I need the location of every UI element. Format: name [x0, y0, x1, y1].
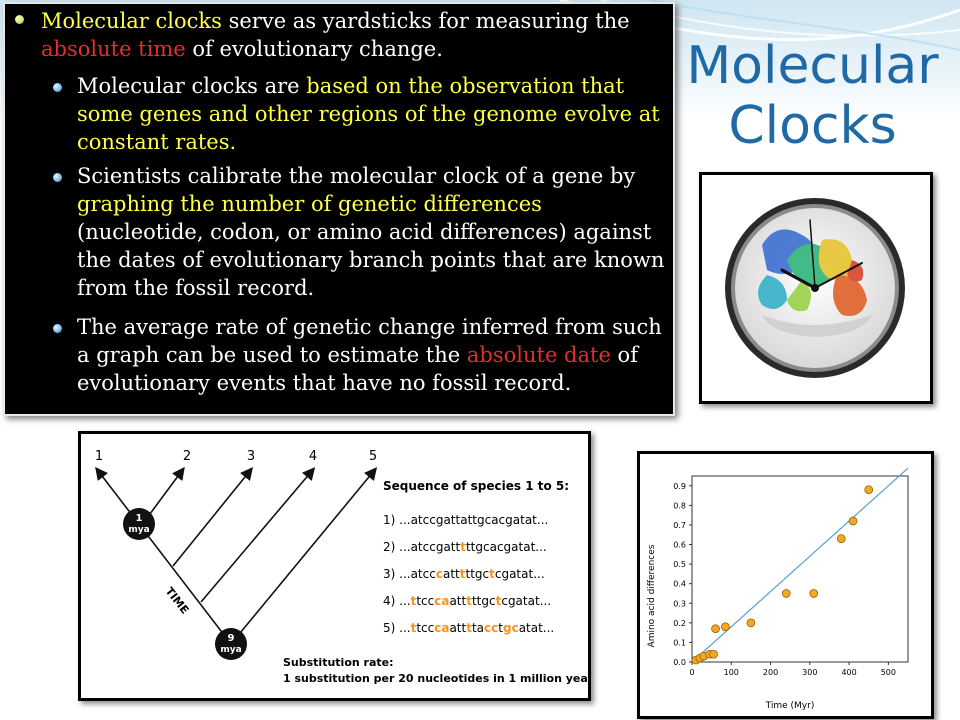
data-point	[747, 619, 755, 627]
sequence-segment: ttgcacgatat...	[465, 540, 547, 554]
sequence-prefix: 4) ...	[383, 594, 411, 608]
sequence-segment: att	[449, 594, 467, 608]
amino-acid-scatter-chart	[640, 454, 931, 716]
sequence-segment: atat...	[518, 621, 555, 635]
sequence-title: Sequence of species 1 to 5:	[383, 479, 570, 493]
substitution-highlight: t	[460, 540, 466, 554]
data-point	[837, 535, 845, 543]
substitution-highlight: t	[466, 621, 472, 635]
bullet-3-highlight: graphing the number of genetic differences	[77, 192, 542, 216]
bullet-text-box	[3, 2, 675, 416]
data-point	[782, 589, 790, 597]
bullet-4-text-b: of evolutionary events that have no fossil record.	[77, 343, 638, 395]
rate-label: Substitution rate:	[283, 656, 394, 669]
chart-plot-area	[692, 476, 908, 662]
data-point	[810, 589, 818, 597]
data-point	[865, 486, 873, 494]
substitution-highlight: t	[466, 594, 472, 608]
bullet-2	[77, 72, 667, 156]
substitution-highlight: t	[459, 567, 466, 581]
sequence-line-1	[383, 513, 548, 527]
substitution-highlight: ca	[434, 594, 450, 608]
substitution-highlight: gc	[502, 621, 519, 635]
data-point	[712, 625, 720, 633]
x-tick-label: 300	[802, 668, 818, 677]
sequence-prefix: 3) ...	[383, 567, 411, 581]
substitution-highlight: cc	[484, 621, 499, 635]
regression-line	[692, 468, 908, 662]
bullet-dot-1	[15, 15, 24, 24]
slide-title	[680, 36, 945, 156]
sequence-segment: cgatat...	[494, 567, 545, 581]
y-tick-label: 0.3	[673, 599, 686, 609]
sequence-segment: t	[498, 621, 503, 635]
node-1mya	[123, 508, 155, 540]
x-tick-label: 500	[880, 668, 897, 677]
y-tick-label: 0.7	[673, 520, 686, 530]
chart-frame	[637, 451, 934, 719]
sequence-line-5	[383, 621, 554, 635]
bullet-1-highlight: Molecular clocks	[41, 9, 222, 33]
bullet-1-red: absolute time	[41, 37, 186, 61]
bullet-4-red: absolute date	[466, 343, 611, 367]
time-axis-label: TIME	[162, 584, 192, 617]
substitution-highlight: ca	[434, 621, 450, 635]
sequence-segment: atccgattattgcacgatat	[410, 513, 537, 527]
node-9mya	[215, 628, 247, 660]
leaf-label-3: 3	[246, 449, 256, 464]
branch-3	[173, 472, 249, 566]
sequence-segment: att	[442, 567, 460, 581]
bullet-3	[77, 162, 667, 302]
sequence-line-3	[383, 567, 545, 581]
tree-figure-frame	[78, 431, 591, 701]
y-tick-label: 0.2	[673, 618, 686, 628]
phylogenetic-tree-figure	[81, 434, 588, 698]
leaf-label-1: 1	[94, 449, 104, 464]
sequence-line-2	[383, 540, 547, 554]
y-tick-label: 0.0	[673, 658, 686, 667]
x-tick-label: 100	[723, 668, 739, 677]
wall-clock-image	[702, 175, 930, 401]
substitution-highlight: t	[410, 594, 417, 608]
y-tick-label: 0.4	[673, 579, 686, 589]
sequence-segment: atccgatt	[410, 540, 461, 554]
chart-xlabel: Time (Myr)	[765, 701, 815, 711]
y-tick-label: 0.1	[673, 638, 686, 648]
bullet-2-text: Molecular clocks are	[77, 74, 307, 98]
clock-image-frame	[699, 172, 933, 404]
leaf-label-2: 2	[182, 449, 192, 464]
y-tick-label: 0.6	[673, 540, 686, 550]
leaf-label-5: 5	[368, 449, 378, 464]
branch-4	[201, 472, 311, 602]
bullet-1-text-a: serve as yardsticks for measuring the	[221, 9, 630, 33]
data-point	[721, 623, 729, 631]
sequence-segment: tcc	[416, 621, 435, 635]
data-point	[849, 517, 857, 525]
bullet-3-text-a: Scientists calibrate the molecular clock of a gene by	[77, 164, 636, 188]
y-tick-label: 0.5	[673, 560, 686, 570]
node-1mya-unit: mya	[128, 525, 150, 535]
y-tick-label: 0.9	[673, 481, 686, 491]
data-point	[710, 650, 718, 658]
leaf-label-4: 4	[308, 449, 318, 464]
node-9mya-num: 9	[227, 633, 235, 644]
sequence-segment: ...	[536, 513, 549, 527]
sequence-segment: att	[449, 621, 467, 635]
x-tick-label: 400	[841, 668, 857, 677]
branch-5	[231, 472, 373, 644]
sequence-segment: cgatat...	[501, 594, 552, 608]
branch-1	[99, 472, 231, 644]
bullet-dot-3	[53, 173, 62, 182]
x-tick-label: 200	[762, 668, 779, 677]
node-9mya-unit: mya	[220, 645, 242, 655]
sequence-prefix: 5) ...	[383, 621, 411, 635]
sequence-segment: ta	[471, 621, 485, 635]
bullet-4	[77, 313, 667, 397]
sequence-prefix: 1) ...	[383, 513, 411, 527]
chart-ylabel: Amino acid differences	[647, 544, 657, 648]
substitution-highlight: t	[489, 567, 495, 581]
bullet-dot-2	[53, 83, 62, 92]
y-tick-label: 0.8	[673, 501, 686, 511]
sequence-line-4	[383, 594, 551, 608]
sequence-segment: ttgc	[465, 567, 490, 581]
substitution-highlight: t	[495, 594, 502, 608]
bullet-1-text-b: of evolutionary change.	[185, 37, 443, 61]
substitution-highlight: t	[410, 621, 417, 635]
rate-description: 1 substitution per 20 nucleotides in 1 million years	[283, 672, 588, 685]
bullet-4-text-a: The average rate of genetic change inferred from such a graph can be used to estimate the	[77, 315, 662, 367]
x-tick-label: 0	[689, 668, 695, 677]
bullet-dot-4	[53, 324, 62, 333]
title-line-1: Molecular	[686, 36, 939, 96]
node-1mya-num: 1	[135, 513, 143, 524]
bullet-2-highlight: based on the observation that some genes and other regions of the genome evolve at constant rates.	[77, 74, 660, 154]
sequence-segment: ttgc	[471, 594, 496, 608]
substitution-highlight: c	[435, 567, 443, 581]
bullet-1	[41, 7, 661, 63]
sequence-segment: atcc	[410, 567, 436, 581]
sequence-prefix: 2) ...	[383, 540, 411, 554]
sequence-segment: tcc	[416, 594, 435, 608]
bullet-3-text-b: (nucleotide, codon, or amino acid differences) against the dates of evolutionary branch points that are known from the fossil record.	[77, 220, 665, 300]
sequence-list	[383, 513, 554, 635]
title-line-2: Clocks	[728, 96, 897, 156]
